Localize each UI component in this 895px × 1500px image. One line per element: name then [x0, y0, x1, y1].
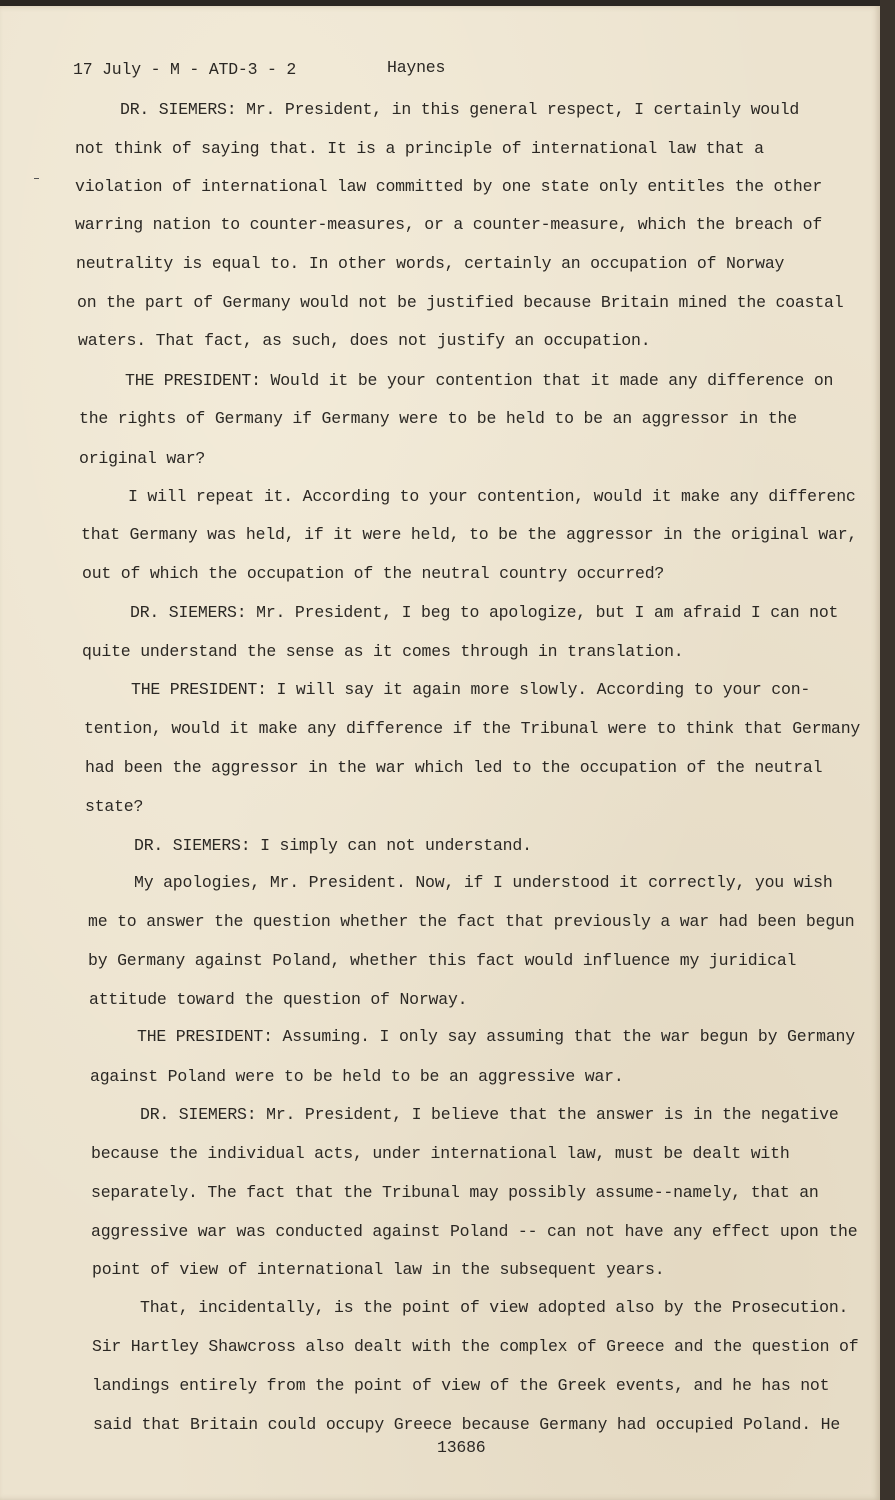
transcript-line: point of view of international law in the subsequent years. — [92, 1260, 665, 1279]
transcript-line: THE PRESIDENT: Would it be your contention that it made any difference on — [125, 371, 834, 390]
transcript-line: I will repeat it. According to your contention, would it make any differenc — [128, 487, 856, 506]
transcript-line: not think of saying that. It is a principle of international law that a — [75, 139, 764, 158]
transcript-line: had been the aggressor in the war which led to the occupation of the neutral — [85, 758, 823, 777]
transcript-line: DR. SIEMERS: I simply can not understand. — [134, 836, 532, 855]
transcript-line: warring nation to counter-measures, or a counter-measure, which the breach of — [75, 215, 823, 234]
transcript-line: tention, would it make any difference if the Tribunal were to think that Germany — [84, 719, 861, 738]
transcript-line: out of which the occupation of the neutral country occurred? — [82, 564, 665, 583]
page-number: 13686 — [437, 1438, 486, 1457]
transcript-line: DR. SIEMERS: Mr. President, I beg to apologize, but I am afraid I can not — [130, 603, 839, 622]
transcript-line: state? — [85, 797, 144, 816]
transcript-line: that Germany was held, if it were held, to be the aggressor in the original war, — [81, 525, 858, 544]
transcript-line: landings entirely from the point of view of the Greek events, and he has not — [92, 1376, 830, 1395]
transcript-line: because the individual acts, under international law, must be dealt with — [91, 1144, 790, 1163]
transcript-line: the rights of Germany if Germany were to be held to be an aggressor in the — [79, 409, 797, 428]
transcript-line: That, incidentally, is the point of view adopted also by the Prosecution. — [140, 1298, 849, 1317]
transcript-line: me to answer the question whether the fact that previously a war had been begun — [88, 912, 855, 931]
transcript-line: against Poland were to be held to be an aggressive war. — [90, 1067, 624, 1086]
page-binding-edge — [880, 0, 895, 1500]
margin-tick-mark — [34, 178, 39, 179]
transcript-line: waters. That fact, as such, does not justify an occupation. — [78, 331, 651, 350]
document-page — [0, 6, 880, 1500]
transcript-line: by Germany against Poland, whether this fact would influence my juridical — [88, 951, 797, 970]
transcript-line: DR. SIEMERS: Mr. President, I believe that the answer is in the negative — [140, 1105, 839, 1124]
transcript-line: said that Britain could occupy Greece because Germany had occupied Poland. He — [93, 1415, 841, 1434]
transcript-line: My apologies, Mr. President. Now, if I understood it correctly, you wish — [134, 873, 833, 892]
transcript-line: violation of international law committed by one state only entitles the other — [75, 177, 823, 196]
transcript-line: Sir Hartley Shawcross also dealt with the complex of Greece and the question of — [92, 1337, 859, 1356]
transcript-line: separately. The fact that the Tribunal may possibly assume--namely, that an — [91, 1183, 819, 1202]
transcript-line: DR. SIEMERS: Mr. President, in this general respect, I certainly would — [120, 100, 800, 119]
transcript-line: neutrality is equal to. In other words, certainly an occupation of Norway — [76, 254, 785, 273]
transcript-line: THE PRESIDENT: I will say it again more slowly. According to your con- — [131, 680, 811, 699]
header-reference: 17 July - M - ATD-3 - 2 — [73, 60, 297, 79]
header-reporter: Haynes — [387, 58, 446, 77]
transcript-line: THE PRESIDENT: Assuming. I only say assuming that the war begun by Germany — [137, 1027, 855, 1046]
transcript-line: attitude toward the question of Norway. — [89, 990, 468, 1009]
transcript-line: original war? — [79, 449, 206, 468]
transcript-line: aggressive war was conducted against Poland -- can not have any effect upon the — [91, 1222, 858, 1241]
transcript-line: quite understand the sense as it comes through in translation. — [82, 642, 684, 661]
transcript-line: on the part of Germany would not be justified because Britain mined the coastal — [77, 293, 844, 312]
